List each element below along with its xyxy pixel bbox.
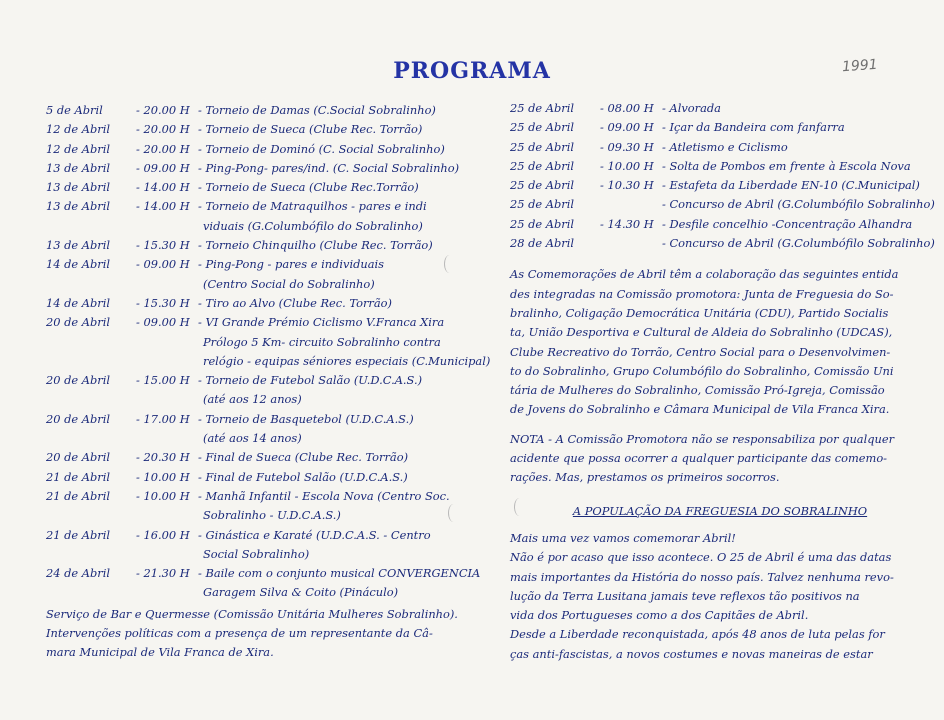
right-event-list [510,99,935,253]
event-description: - Ping-Pong - pares e individuais [198,257,385,272]
event-time: - 15.00 H [136,373,190,388]
event-description: - Concurso de Abril (G.Columbófilo Sobralinho) [662,197,935,212]
text-line: acidente que possa ocorrer a qualquer participante das comemo- [510,451,888,466]
right-event-row [510,234,935,253]
event-description: - Solta de Pombos em frente à Escola Nova [662,158,911,173]
right-event-row [510,176,930,195]
event-time: - 09.00 H [136,257,190,272]
event-time: - 14.00 H [136,180,190,195]
event-date: 25 de Abril [510,139,575,154]
event-date: 13 de Abril [46,238,111,253]
event-time: - 10.00 H [136,469,190,484]
event-date: 25 de Abril [510,101,575,115]
left-event-row [46,410,476,429]
event-time: - 20.00 H [136,141,190,156]
event-time: - 14.00 H [136,199,190,214]
text-line: rações. Mas, prestamos os primeiros socorros. [510,470,780,485]
event-description: - VI Grande Prémio Ciclismo V.Franca Xira [198,315,445,330]
text-line: Serviço de Bar e Quermesse (Comissão Unitária Mulheres Sobralinho). [46,606,458,621]
event-date: 24 de Abril [46,566,111,581]
event-date: 13 de Abril [46,160,111,175]
left-event-list [46,101,491,603]
event-date: 21 de Abril [46,488,111,503]
event-description: - Final de Sueca (Clube Rec. Torrão) [198,450,409,465]
event-time: - 14.30 H [600,216,654,231]
left-event-row [46,236,476,255]
punch-hole-mark [448,504,459,522]
event-date: 20 de Abril [46,373,111,388]
text-line: mara Municipal de Vila Franca de Xira. [46,645,274,660]
event-time: - 09.00 H [136,315,190,330]
left-event-row [46,101,476,120]
left-event-row [46,255,476,274]
disclaimer-note [510,430,930,488]
left-event-row [46,448,476,467]
text-line: bralinho, Coligação Democrática Unitária (CDU), Partido Socialis [510,305,889,320]
left-event-row [46,178,476,197]
event-description-continued: (até aos 12 anos) [203,392,302,407]
event-description-continued: Social Sobralinho) [203,546,310,561]
event-description-continued: relógio - equipas séniores especiais (C.Municipal) [203,353,491,368]
right-event-row [510,215,930,234]
event-time: - 09.00 H [136,160,190,175]
text-line: Desde a Liberdade reconquistada, após 48 anos de luta pelas for [510,627,885,642]
right-event-row [510,195,935,214]
event-date: 25 de Abril [510,197,575,212]
event-description-continued: (Centro Social do Sobralinho) [203,276,375,291]
event-description: - Torneio de Dominó (C. Social Sobralinho) [198,141,445,156]
event-description: - Ping-Pong- pares/ind. (C. Social Sobralinho) [198,160,460,175]
text-line: Intervenções políticas com a presença de um representante da Câ- [46,626,433,641]
text-line: NOTA - A Comissão Promotora não se responsabiliza por qualquer [510,431,895,446]
text-line: Não é por acaso que isso acontece. O 25 de Abril é uma das datas [510,550,892,565]
event-date: 25 de Abril [510,178,575,193]
event-date: 14 de Abril [46,257,111,272]
event-time: - 17.00 H [136,411,190,426]
event-time: - 15.30 H [136,238,190,253]
punch-hole-mark [444,255,455,273]
text-line: ta, União Desportiva e Cultural de Aldeia do Sobralinho (UDCAS), [510,325,893,340]
event-time: - 10.00 H [136,488,190,503]
left-event-row [46,371,476,390]
left-event-row [46,159,476,178]
event-date: 13 de Abril [46,180,111,195]
event-date: 21 de Abril [46,469,111,484]
right-event-row [510,118,930,137]
handwritten-year-note: 1991 [841,56,879,76]
program-right-column [510,99,935,664]
event-date: 5 de Abril [46,103,103,117]
event-description: - Torneio de Basquetebol (U.D.C.A.S.) [198,411,414,426]
event-description: - Torneio de Futebol Salão (U.D.C.A.S.) [198,373,423,388]
event-description: - Tiro ao Alvo (Clube Rec. Torrão) [198,295,392,310]
event-time: - 10.00 H [600,158,654,173]
services-note [46,605,476,663]
event-description: - Ginástica e Karaté (U.D.C.A.S. - Centro [198,527,431,542]
population-paragraph [510,529,930,664]
event-description: - Torneio Chinquilho (Clube Rec. Torrão) [198,238,433,253]
event-description: - Torneio de Sueca (Clube Rec. Torrão) [198,122,423,137]
event-description: - Concurso de Abril (G.Columbófilo Sobralinho) [662,236,935,251]
event-description: - Içar da Bandeira com fanfarra [662,120,845,135]
event-description: - Torneio de Matraquilhos - pares e indi [198,199,427,214]
event-description: - Estafeta da Liberdade EN-10 (C.Municipal) [662,178,920,193]
event-date: 20 de Abril [46,450,111,465]
event-description: - Baile com o conjunto musical CONVERGENCIA [198,566,481,581]
event-description-continued: Sobralinho - U.D.C.A.S.) [203,508,341,523]
event-time: - 21.30 H [136,566,190,581]
text-line: to do Sobralinho, Grupo Columbófilo do Sobralinho, Comissão Uni [510,363,894,378]
event-time: - 20.00 H [136,122,190,137]
event-time: - 08.00 H [600,101,654,115]
left-event-row [46,526,476,545]
text-line: Mais uma vez vamos comemorar Abril! [510,530,736,545]
text-line: mais importantes da História do nosso país. Talvez nenhuma revo- [510,569,894,584]
left-event-row [46,197,476,216]
event-description: - Atletismo e Ciclismo [662,139,788,154]
left-event-row [46,564,481,583]
program-left-column [46,101,491,663]
event-description-continued: Prólogo 5 Km- circuito Sobralinho contra [203,334,441,349]
event-date: 21 de Abril [46,527,111,542]
text-line: vida dos Portugueses como a dos Capitães de Abril. [510,608,809,623]
text-line: tária de Mulheres do Sobralinho, Comissão Pró-Igreja, Comissão [510,383,885,398]
event-description-continued: viduais (G.Columbófilo do Sobralinho) [203,218,423,233]
event-date: 12 de Abril [46,122,111,137]
event-description: - Torneio de Sueca (Clube Rec.Torrão) [198,180,419,195]
event-time: - 20.00 H [136,103,190,117]
event-description: - Torneio de Damas (C.Social Sobralinho) [198,103,436,117]
event-date: 28 de Abril [510,236,575,251]
event-date: 14 de Abril [46,295,111,310]
right-event-row [510,138,930,157]
event-date: 25 de Abril [510,216,575,231]
event-description: - Desfile concelhio -Concentração Alhandra [662,216,913,231]
page-title: PROGRAMA [393,58,551,84]
event-time: - 10.30 H [600,178,654,193]
collaborators-paragraph [510,265,930,419]
text-line: des integradas na Comissão promotora: Junta de Freguesia do So- [510,286,894,301]
text-line: lução da Terra Lusitana jamais teve reflexos tão positivos na [510,588,860,603]
punch-hole-mark [514,498,525,516]
event-description: - Final de Futebol Salão (U.D.C.A.S.) [198,469,408,484]
left-event-row [46,294,476,313]
event-description: - Manhã Infantil - Escola Nova (Centro Soc. [198,488,450,503]
event-time: - 15.30 H [136,295,190,310]
left-event-row [46,140,476,159]
event-date: 25 de Abril [510,120,575,135]
text-line: As Comemorações de Abril têm a colaboração das seguintes entida [510,267,899,282]
event-time: - 09.30 H [600,139,654,154]
right-event-row [510,157,930,176]
event-date: 20 de Abril [46,411,111,426]
text-line: Clube Recreativo do Torrão, Centro Social para o Desenvolvimen- [510,344,891,359]
event-description-continued: (até aos 14 anos) [203,431,302,446]
event-time: - 09.00 H [600,120,654,135]
event-date: 20 de Abril [46,315,111,330]
event-date: 13 de Abril [46,199,111,214]
text-line: de Jovens do Sobralinho e Câmara Municipal de Vila Franca Xira. [510,402,890,417]
event-time: - 20.30 H [136,450,190,465]
event-description: - Alvorada [662,101,721,115]
left-event-row [46,487,476,506]
left-event-row [46,120,476,139]
left-event-row [46,313,476,332]
population-heading: A POPULAÇÃO DA FREGUESIA DO SOBRALINHO [572,503,868,518]
event-time: - 16.00 H [136,527,190,542]
event-description-continued: Garagem Silva & Coito (Pináculo) [203,585,399,600]
right-event-row [510,99,930,118]
event-date: 25 de Abril [510,158,575,173]
event-date: 12 de Abril [46,141,111,156]
text-line: ças anti-fascistas, a novos costumes e novas maneiras de estar [510,646,873,661]
left-event-row [46,468,476,487]
